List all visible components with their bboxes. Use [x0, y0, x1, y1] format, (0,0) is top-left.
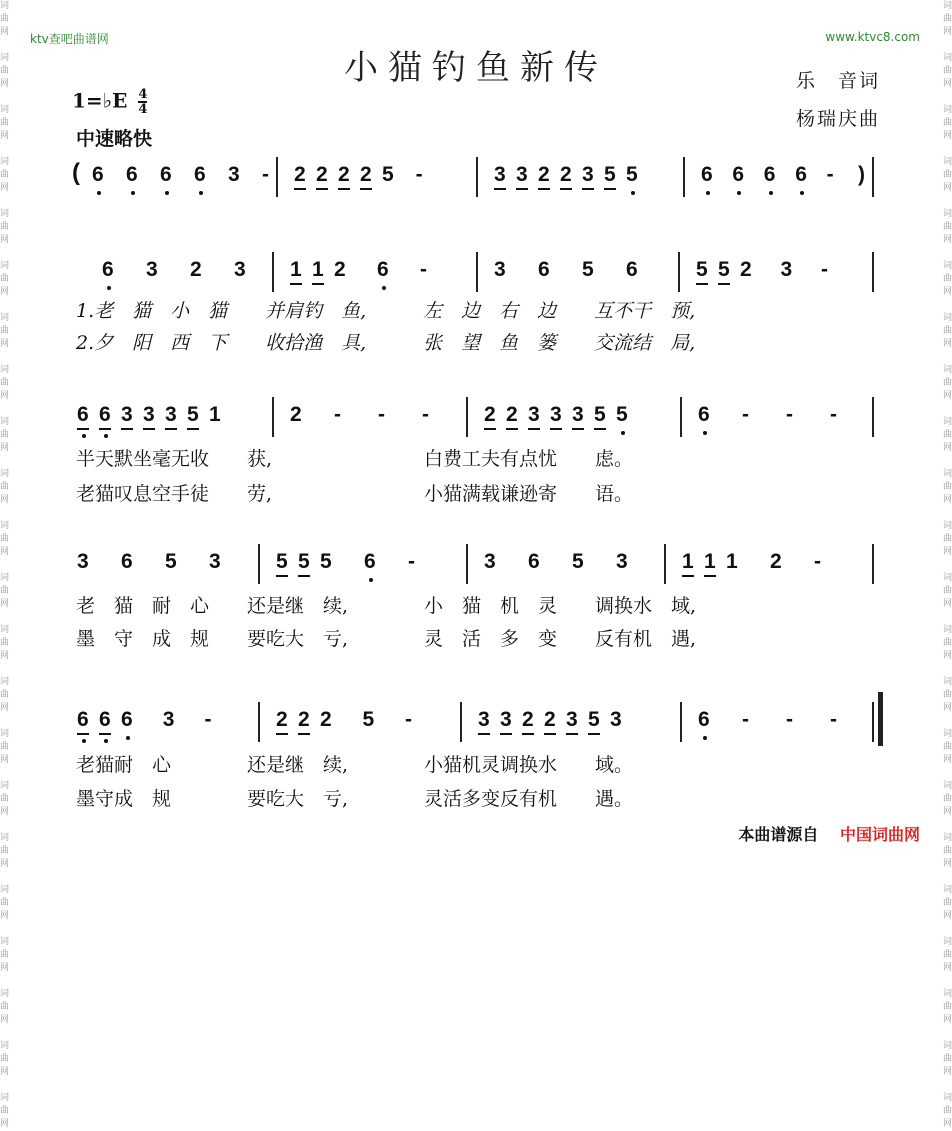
low-octave-dot	[131, 191, 135, 195]
lyric-line: 墨守成 规 要吃大 亏, 灵活多变反有机 遇。	[76, 788, 634, 810]
note: 5	[718, 258, 730, 285]
note: 3	[228, 163, 240, 186]
note: 2	[320, 708, 332, 731]
note: 2	[740, 258, 752, 281]
note: 2	[294, 163, 306, 190]
note: 1	[290, 258, 302, 285]
note: 3	[146, 258, 158, 281]
note: 3	[143, 403, 155, 430]
note: 1	[682, 550, 694, 577]
note: 2	[506, 403, 518, 430]
side-watermark-left: 词 曲 网 词 曲 网 词 曲 网 词 曲 网 词 曲 网 词 曲 网 词 曲 网 词 曲 网 词 曲 网 词 曲 网 词 曲 网 词 曲 网 词 曲 网 词 曲 网 词 曲 网 词 曲 网 词 曲 网 词 曲 网 词 曲 网 词 曲 网 词 曲 网 词 曲 网	[0, 1, 10, 1129]
note: 6	[701, 163, 713, 186]
lyric-line: 老 猫 耐 心 还是继 续, 小 猫 机 灵 调换水 域,	[76, 595, 697, 617]
bar-line	[258, 544, 260, 584]
note: 3	[234, 258, 246, 281]
key-text: 1=♭E	[72, 88, 128, 113]
note: 5	[298, 550, 310, 577]
low-octave-dot	[97, 191, 101, 195]
note: -	[830, 708, 837, 731]
tempo-marking: 中速略快	[76, 128, 153, 150]
note: 6	[92, 163, 104, 186]
low-octave-dot	[199, 191, 203, 195]
note: 3	[550, 403, 562, 430]
note: 6	[698, 708, 710, 731]
note: 3	[478, 708, 490, 735]
lyric-line: 墨 守 成 规 要吃大 亏, 灵 活 多 变 反有机 遇,	[76, 628, 697, 650]
note: 5	[696, 258, 708, 285]
low-octave-dot	[631, 191, 635, 195]
note: 6	[102, 258, 114, 281]
note: 3	[516, 163, 528, 190]
note: 6	[795, 163, 807, 186]
bar-line	[872, 252, 874, 292]
note: 5	[276, 550, 288, 577]
note: 5	[582, 258, 594, 281]
note: -	[786, 403, 793, 426]
note: 1	[312, 258, 324, 285]
score-row	[0, 708, 952, 748]
note: 3	[780, 258, 793, 281]
low-octave-dot	[107, 286, 111, 290]
bar-line	[476, 252, 478, 292]
lyric-line: 半天默坐毫无收 获, 白费工夫有点忧 虑。	[76, 448, 634, 470]
note: -	[262, 163, 269, 186]
bar-line	[872, 702, 874, 742]
final-bar-line	[878, 692, 883, 746]
note: 3	[162, 708, 175, 731]
note: 2	[276, 708, 288, 735]
note: -	[830, 403, 837, 426]
low-octave-dot	[104, 434, 108, 438]
note: 3	[494, 163, 506, 190]
low-octave-dot	[621, 431, 625, 435]
low-octave-dot	[703, 736, 707, 740]
note: -	[420, 258, 427, 281]
note: 6	[194, 163, 206, 186]
note: -	[786, 708, 793, 731]
note: 1	[704, 550, 716, 577]
note: 5	[187, 403, 199, 430]
low-octave-dot	[82, 434, 86, 438]
note: -	[415, 163, 423, 186]
note: 2	[338, 163, 350, 190]
lyric-line: 1.老 猫 小 猫 并肩钓 鱼, 左 边 右 边 互不干 预,	[76, 300, 696, 322]
note: 5	[572, 550, 584, 573]
note: 2	[334, 258, 346, 281]
time-signature	[138, 88, 147, 116]
low-octave-dot	[369, 578, 373, 582]
note: -	[814, 550, 821, 573]
note: 3	[528, 403, 540, 430]
note: 6	[364, 550, 376, 573]
open-paren: (	[72, 159, 80, 186]
score-row	[0, 159, 952, 203]
note: 2	[298, 708, 310, 735]
note: -	[204, 708, 212, 731]
note: 6	[732, 163, 745, 186]
watermark-right: www.ktvc8.com	[825, 30, 920, 44]
low-octave-dot	[703, 431, 707, 435]
low-octave-dot	[104, 739, 108, 743]
note: 6	[528, 550, 540, 573]
low-octave-dot	[382, 286, 386, 290]
bar-line	[680, 397, 682, 437]
bar-line	[466, 544, 468, 584]
note: 1	[209, 403, 221, 426]
bar-line	[683, 157, 685, 197]
low-octave-dot	[769, 191, 773, 195]
note: -	[422, 403, 429, 426]
note: 3	[121, 403, 133, 430]
note: 5	[594, 403, 606, 430]
bar-line	[872, 157, 874, 197]
note: 3	[582, 163, 594, 190]
bar-line	[276, 157, 278, 197]
note: 3	[616, 550, 628, 573]
note: 2	[360, 163, 372, 190]
low-octave-dot	[126, 736, 130, 740]
note: 2	[770, 550, 782, 573]
note: -	[742, 708, 749, 731]
bar-line	[466, 397, 468, 437]
note: 5	[604, 163, 616, 190]
bar-line	[476, 157, 478, 197]
note: 3	[484, 550, 496, 573]
note: 3	[500, 708, 512, 735]
bar-line	[678, 252, 680, 292]
note: 5	[165, 550, 177, 573]
bar-line	[272, 397, 274, 437]
note: -	[334, 403, 341, 426]
low-octave-dot	[706, 191, 710, 195]
note: 6	[99, 403, 111, 430]
key-signature	[72, 88, 147, 116]
bar-line	[664, 544, 666, 584]
note: 3	[572, 403, 584, 430]
note: 6	[160, 163, 172, 186]
low-octave-dot	[800, 191, 804, 195]
bar-line	[680, 702, 682, 742]
note: 2	[544, 708, 556, 735]
bar-line	[272, 252, 274, 292]
note: -	[405, 708, 412, 731]
note: 6	[698, 403, 710, 426]
note: 6	[77, 708, 89, 735]
note: 2	[560, 163, 572, 190]
note: 5	[616, 403, 628, 426]
note: 3	[566, 708, 578, 735]
song-title: 小猫钓鱼新传	[344, 48, 608, 88]
note: 2	[316, 163, 328, 190]
note: 5	[626, 163, 638, 186]
lyric-line: 老猫耐 心 还是继 续, 小猫机灵调换水 域。	[76, 754, 634, 776]
source-prefix: 本曲谱源自	[738, 825, 819, 844]
lyric-line: 老猫叹息空手徒 劳, 小猫满载谦逊寄 语。	[76, 483, 634, 505]
note: 2	[538, 163, 550, 190]
note: 3	[494, 258, 506, 281]
note: 6	[121, 550, 133, 573]
low-octave-dot	[737, 191, 741, 195]
note: -	[378, 403, 385, 426]
note: 5	[362, 708, 375, 731]
bar-line	[872, 397, 874, 437]
side-watermark-right: 词 曲 网 词 曲 网 词 曲 网 词 曲 网 词 曲 网 词 曲 网 词 曲 网 词 曲 网 词 曲 网 词 曲 网 词 曲 网 词 曲 网 词 曲 网 词 曲 网 词 曲 网 词 曲 网 词 曲 网 词 曲 网 词 曲 网 词 曲 网 词 曲 网 词 曲 网	[942, 1, 952, 1129]
note: 3	[77, 550, 89, 573]
low-octave-dot	[165, 191, 169, 195]
note: 2	[190, 258, 202, 281]
bar-line	[872, 544, 874, 584]
note: 6	[538, 258, 550, 281]
note: 6	[126, 163, 138, 186]
lyric-line: 2.夕 阳 西 下 收拾渔 具, 张 望 鱼 篓 交流结 局,	[76, 332, 696, 354]
note: -	[826, 163, 834, 186]
note: 6	[763, 163, 776, 186]
note: 3	[209, 550, 221, 573]
note: 5	[320, 550, 332, 573]
score-row	[0, 550, 952, 590]
note: 6	[121, 708, 133, 731]
bar-line	[258, 702, 260, 742]
composer-credit: 杨瑞庆曲	[795, 108, 880, 130]
note: -	[821, 258, 828, 281]
note: 5	[382, 163, 394, 186]
note: -	[742, 403, 749, 426]
note: 3	[165, 403, 177, 430]
note: 2	[522, 708, 534, 735]
time-sig-top: 4	[138, 87, 148, 102]
note: 6	[626, 258, 638, 281]
note: 5	[588, 708, 600, 735]
low-octave-dot	[82, 739, 86, 743]
note: 6	[99, 708, 111, 735]
watermark-left: ktv查吧曲谱网	[30, 32, 109, 46]
note: 3	[610, 708, 622, 731]
note: 1	[726, 550, 738, 573]
time-sig-bottom: 4	[138, 102, 148, 117]
lyricist-credit: 乐 音词	[795, 70, 880, 92]
score-row	[0, 403, 952, 443]
bar-line	[460, 702, 462, 742]
note: 2	[484, 403, 496, 430]
note: 6	[77, 403, 89, 430]
source-note	[738, 822, 920, 845]
note: )	[858, 163, 865, 186]
note: 2	[290, 403, 302, 426]
score-row	[0, 258, 952, 298]
note: 6	[377, 258, 389, 281]
note: -	[408, 550, 415, 573]
source-site: 中国词曲网	[839, 825, 920, 844]
